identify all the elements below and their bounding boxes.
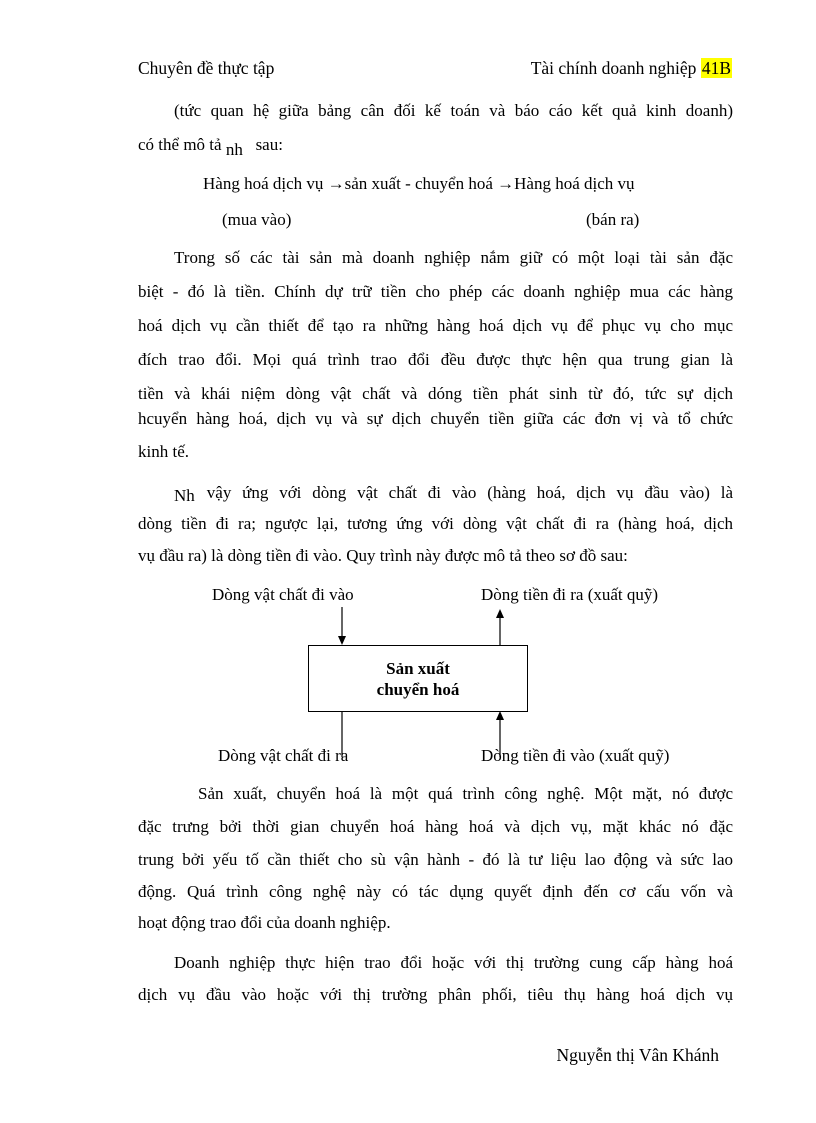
- flow-buy-label: (mua vào): [222, 210, 292, 229]
- arrow-right-icon: →: [327, 174, 345, 193]
- production-box-line2: chuyển hoá: [376, 679, 460, 699]
- flow-production: sản xuất - chuyển hoá: [344, 174, 498, 193]
- p4-line: hoạt động trao đổi của doanh nghiệp.: [138, 913, 391, 932]
- p4-line: đặc trưng bởi thời gian chuyển hoá hàng hoá và dịch vụ, mặt khác nó đặc: [138, 817, 733, 836]
- header-right-text: Tài chính doanh nghiệp: [530, 58, 701, 78]
- diagram-top-right-label: Dòng tiền đi ra (xuất quỹ): [481, 585, 659, 604]
- cash-out-arrowhead: [496, 609, 504, 618]
- p1-line1: (tức quan hệ giữa bảng cân đối kế toán và báo cáo kết quả kinh doanh): [174, 101, 733, 120]
- p2-line: tiền và khái niệm dòng vật chất và dóng tiền phát sinh từ đó, tức sự dịch: [138, 384, 733, 403]
- p5-line: dịch vụ đầu vào hoặc với thị trường phân phối, tiêu thụ hàng hoá dịch vụ: [138, 985, 733, 1004]
- header-class-highlight: 41B: [701, 58, 731, 78]
- p3-line3: vụ đầu ra) là dòng tiền đi vào. Quy trình này được mô tả theo sơ đồ sau:: [138, 546, 628, 565]
- arrow-right-icon: →: [497, 174, 515, 193]
- material-in-arrowhead: [338, 636, 346, 645]
- header-left: Chuyên đề thực tập: [138, 58, 275, 78]
- p1-line2-b: nh: [225, 140, 243, 159]
- diagram-bottom-right-label: Dòng tiền đi vào (xuất quỹ): [481, 746, 670, 765]
- p3-line2: dòng tiền đi ra; ngược lại, tương ứng với dòng vật chất đi ra (hàng hoá, dịch: [138, 514, 733, 533]
- p2-line: hcuyển hàng hoá, dịch vụ và sự dịch chuyển tiền giữa các đơn vị và tổ chức: [138, 409, 733, 428]
- p3-line1-b: vậy ứng với dòng vật chất đi vào (hàng hoá, dịch vụ đầu vào) là: [206, 483, 733, 502]
- p1-line2-a: có thể mô tả: [138, 135, 226, 154]
- p4-line: động. Quá trình công nghệ này có tác dụng quyết định đến cơ cấu vốn và: [138, 882, 733, 901]
- p5-line: Doanh nghiệp thực hiện trao đổi hoặc với thị trường cung cấp hàng hoá: [174, 953, 733, 972]
- p4-line: Sản xuất, chuyển hoá là một quá trình công nghệ. Một mặt, nó được: [198, 784, 733, 803]
- p2-line: Trong số các tài sản mà doanh nghiệp nắm giữ có một loại tài sản đặc: [174, 248, 733, 267]
- production-box-line1: Sản xuất: [386, 658, 450, 678]
- flow-output-goods: Hàng hoá dịch vụ: [514, 174, 635, 193]
- production-box: [308, 645, 528, 712]
- p3-line1-a: Nh: [174, 486, 195, 505]
- footer-author: Nguyễn thị Vân Khánh: [556, 1045, 719, 1065]
- p4-line: trung bởi yếu tố cần thiết cho sù vận hành - đó là tư liệu lao động và sức lao: [138, 850, 733, 869]
- diagram-bottom-left-label: Dòng vật chất đi ra: [218, 746, 349, 765]
- diagram-top-left-label: Dòng vật chất đi vào: [212, 585, 354, 604]
- p2-line: kinh tế.: [138, 442, 189, 461]
- p2-line: hoá dịch vụ cần thiết để tạo ra những hàng hoá dịch vụ để phục vụ cho mục: [138, 316, 733, 335]
- flow-input-goods: Hàng hoá dịch vụ: [203, 174, 328, 193]
- p1-line2-c: sau:: [242, 135, 283, 154]
- p2-line: biệt - đó là tiền. Chính dự trữ tiền cho phép các doanh nghiệp mua các hàng: [138, 282, 733, 301]
- cash-in-arrowhead: [496, 711, 504, 720]
- p2-line: đích trao đổi. Mọi quá trình trao đổi đều được thực hện qua trung gian là: [138, 350, 733, 369]
- flow-sell-label: (bán ra): [586, 210, 640, 229]
